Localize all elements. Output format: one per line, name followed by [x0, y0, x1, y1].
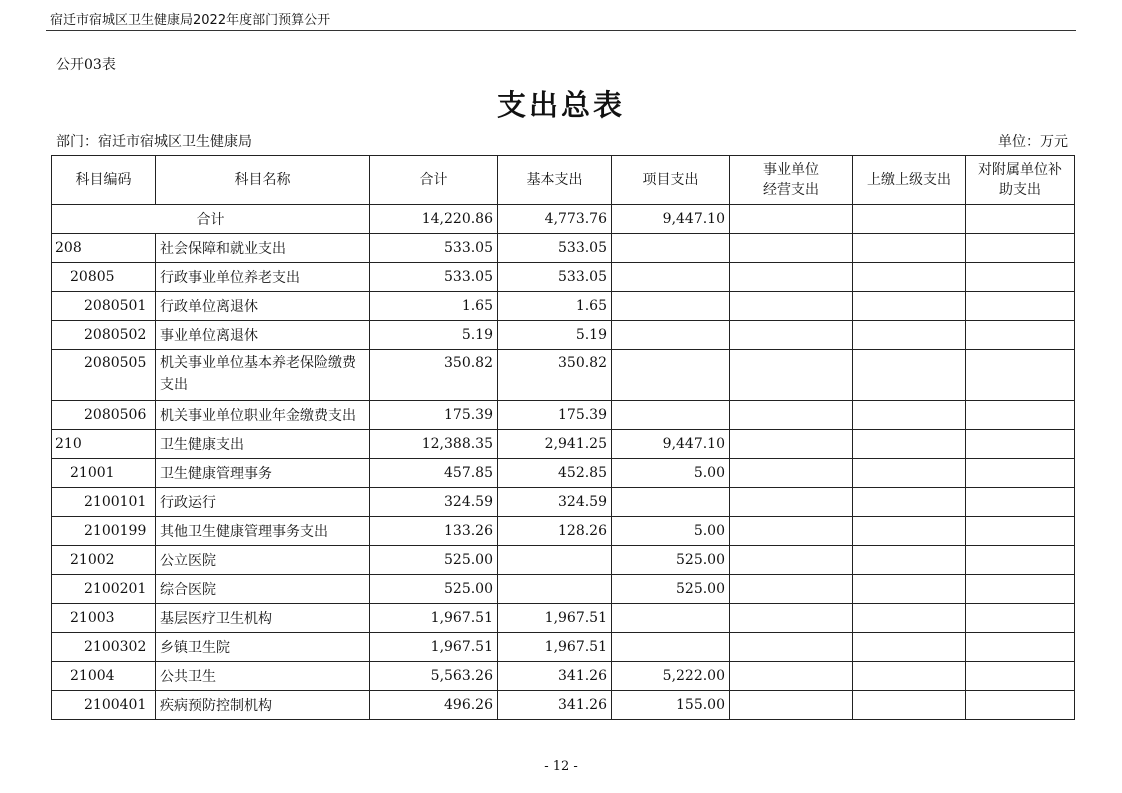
row-subsidy — [966, 430, 1075, 459]
row-subsidy — [966, 321, 1075, 350]
row-upper — [853, 691, 966, 720]
total-label: 合计 — [52, 205, 370, 234]
row-biz-op — [730, 633, 853, 662]
table-row — [52, 459, 1075, 488]
table-row — [52, 517, 1075, 546]
row-basic: 1,967.51 — [498, 604, 612, 633]
row-name: 社会保障和就业支出 — [156, 234, 370, 263]
row-name: 公共卫生 — [156, 662, 370, 691]
row-project — [612, 234, 730, 263]
row-name: 公立医院 — [156, 546, 370, 575]
table-row — [52, 546, 1075, 575]
row-upper — [853, 459, 966, 488]
row-biz-op — [730, 691, 853, 720]
row-project — [612, 401, 730, 430]
row-name: 事业单位离退休 — [156, 321, 370, 350]
row-subsidy — [966, 575, 1075, 604]
row-name: 疾病预防控制机构 — [156, 691, 370, 720]
row-total: 533.05 — [370, 234, 498, 263]
row-biz-op — [730, 575, 853, 604]
row-biz-op — [730, 604, 853, 633]
row-upper — [853, 321, 966, 350]
row-code: 2080501 — [52, 292, 156, 321]
row-upper — [853, 662, 966, 691]
row-subsidy — [966, 662, 1075, 691]
row-upper — [853, 633, 966, 662]
row-basic — [498, 546, 612, 575]
row-project: 525.00 — [612, 575, 730, 604]
row-upper — [853, 234, 966, 263]
row-name: 综合医院 — [156, 575, 370, 604]
table-row — [52, 350, 1075, 401]
row-biz-op — [730, 517, 853, 546]
col-header-upper: 上缴上级支出 — [853, 156, 966, 205]
row-subsidy — [966, 350, 1075, 401]
row-name: 其他卫生健康管理事务支出 — [156, 517, 370, 546]
row-project: 9,447.10 — [612, 430, 730, 459]
row-total: 324.59 — [370, 488, 498, 517]
row-name: 乡镇卫生院 — [156, 633, 370, 662]
header-divider — [46, 30, 1076, 31]
total-row — [52, 205, 1075, 234]
row-project — [612, 263, 730, 292]
row-total: 1,967.51 — [370, 604, 498, 633]
row-biz-op — [730, 662, 853, 691]
row-project — [612, 633, 730, 662]
col-header-basic: 基本支出 — [498, 156, 612, 205]
row-basic: 175.39 — [498, 401, 612, 430]
row-subsidy — [966, 401, 1075, 430]
row-basic: 5.19 — [498, 321, 612, 350]
row-basic: 324.59 — [498, 488, 612, 517]
row-upper — [853, 488, 966, 517]
col-header-code: 科目编码 — [52, 156, 156, 205]
total-biz-op — [730, 205, 853, 234]
table-row — [52, 633, 1075, 662]
row-subsidy — [966, 691, 1075, 720]
row-name: 卫生健康管理事务 — [156, 459, 370, 488]
row-project: 5,222.00 — [612, 662, 730, 691]
row-upper — [853, 292, 966, 321]
row-total: 533.05 — [370, 263, 498, 292]
row-biz-op — [730, 488, 853, 517]
row-upper — [853, 517, 966, 546]
row-biz-op — [730, 292, 853, 321]
row-subsidy — [966, 488, 1075, 517]
row-subsidy — [966, 633, 1075, 662]
row-upper — [853, 401, 966, 430]
total-total: 14,220.86 — [370, 205, 498, 234]
page-number: - 12 - — [544, 759, 578, 774]
row-total: 496.26 — [370, 691, 498, 720]
row-total: 5.19 — [370, 321, 498, 350]
row-project: 5.00 — [612, 459, 730, 488]
row-code: 20805 — [52, 263, 156, 292]
total-basic: 4,773.76 — [498, 205, 612, 234]
expenditure-table — [51, 155, 1075, 720]
row-code: 21003 — [52, 604, 156, 633]
row-total: 350.82 — [370, 350, 498, 401]
table-row — [52, 662, 1075, 691]
row-total: 133.26 — [370, 517, 498, 546]
table-row — [52, 234, 1075, 263]
col-header-total: 合计 — [370, 156, 498, 205]
row-code: 208 — [52, 234, 156, 263]
row-subsidy — [966, 517, 1075, 546]
row-total: 12,388.35 — [370, 430, 498, 459]
row-total: 457.85 — [370, 459, 498, 488]
row-project: 155.00 — [612, 691, 730, 720]
row-basic: 533.05 — [498, 263, 612, 292]
row-code: 21002 — [52, 546, 156, 575]
row-code: 2100101 — [52, 488, 156, 517]
row-basic: 350.82 — [498, 350, 612, 401]
row-basic — [498, 575, 612, 604]
row-basic: 128.26 — [498, 517, 612, 546]
page-header: 宿迁市宿城区卫生健康局2022年度部门预算公开 — [50, 13, 331, 28]
department-label: 部门：宿迁市宿城区卫生健康局 — [56, 134, 252, 150]
row-basic: 341.26 — [498, 691, 612, 720]
total-upper — [853, 205, 966, 234]
row-total: 175.39 — [370, 401, 498, 430]
table-number: 公开03表 — [56, 57, 116, 73]
table-row — [52, 488, 1075, 517]
row-basic: 1,967.51 — [498, 633, 612, 662]
row-subsidy — [966, 459, 1075, 488]
row-biz-op — [730, 263, 853, 292]
row-project — [612, 292, 730, 321]
row-total: 525.00 — [370, 546, 498, 575]
row-subsidy — [966, 234, 1075, 263]
row-upper — [853, 430, 966, 459]
row-code: 2100401 — [52, 691, 156, 720]
row-upper — [853, 604, 966, 633]
table-header-row — [52, 156, 1075, 205]
row-subsidy — [966, 292, 1075, 321]
row-biz-op — [730, 350, 853, 401]
row-name: 卫生健康支出 — [156, 430, 370, 459]
row-name: 行政运行 — [156, 488, 370, 517]
row-total: 1,967.51 — [370, 633, 498, 662]
row-basic: 2,941.25 — [498, 430, 612, 459]
row-project — [612, 488, 730, 517]
col-header-name: 科目名称 — [156, 156, 370, 205]
row-code: 2080505 — [52, 350, 156, 401]
row-upper — [853, 546, 966, 575]
row-project: 5.00 — [612, 517, 730, 546]
row-total: 1.65 — [370, 292, 498, 321]
table-row — [52, 321, 1075, 350]
row-project: 525.00 — [612, 546, 730, 575]
row-code: 2100199 — [52, 517, 156, 546]
row-code: 2100201 — [52, 575, 156, 604]
row-basic: 341.26 — [498, 662, 612, 691]
row-code: 2100302 — [52, 633, 156, 662]
unit-label: 单位：万元 — [998, 134, 1068, 150]
row-code: 2080506 — [52, 401, 156, 430]
row-project — [612, 350, 730, 401]
total-subsidy — [966, 205, 1075, 234]
row-name: 机关事业单位职业年金缴费支出 — [156, 401, 370, 430]
row-project — [612, 604, 730, 633]
row-biz-op — [730, 430, 853, 459]
row-subsidy — [966, 604, 1075, 633]
row-biz-op — [730, 321, 853, 350]
row-name: 基层医疗卫生机构 — [156, 604, 370, 633]
row-project — [612, 321, 730, 350]
table-row — [52, 401, 1075, 430]
row-total: 5,563.26 — [370, 662, 498, 691]
row-name: 机关事业单位基本养老保险缴费支出 — [156, 350, 370, 401]
row-name: 行政单位离退休 — [156, 292, 370, 321]
table-row — [52, 430, 1075, 459]
page-title: 支出总表 — [496, 88, 625, 122]
col-header-subsidy: 对附属单位补 助支出 — [966, 156, 1075, 205]
row-upper — [853, 575, 966, 604]
row-basic: 452.85 — [498, 459, 612, 488]
row-name: 行政事业单位养老支出 — [156, 263, 370, 292]
table-row — [52, 263, 1075, 292]
row-biz-op — [730, 459, 853, 488]
row-biz-op — [730, 546, 853, 575]
row-code: 2080502 — [52, 321, 156, 350]
row-upper — [853, 263, 966, 292]
col-header-biz-op: 事业单位 经营支出 — [730, 156, 853, 205]
row-upper — [853, 350, 966, 401]
row-code: 21001 — [52, 459, 156, 488]
row-code: 21004 — [52, 662, 156, 691]
table-row — [52, 292, 1075, 321]
table-row — [52, 604, 1075, 633]
row-biz-op — [730, 401, 853, 430]
row-total: 525.00 — [370, 575, 498, 604]
row-basic: 533.05 — [498, 234, 612, 263]
table-row — [52, 691, 1075, 720]
row-subsidy — [966, 263, 1075, 292]
table-row — [52, 575, 1075, 604]
row-basic: 1.65 — [498, 292, 612, 321]
total-project: 9,447.10 — [612, 205, 730, 234]
row-subsidy — [966, 546, 1075, 575]
col-header-project: 项目支出 — [612, 156, 730, 205]
row-code: 210 — [52, 430, 156, 459]
row-biz-op — [730, 234, 853, 263]
